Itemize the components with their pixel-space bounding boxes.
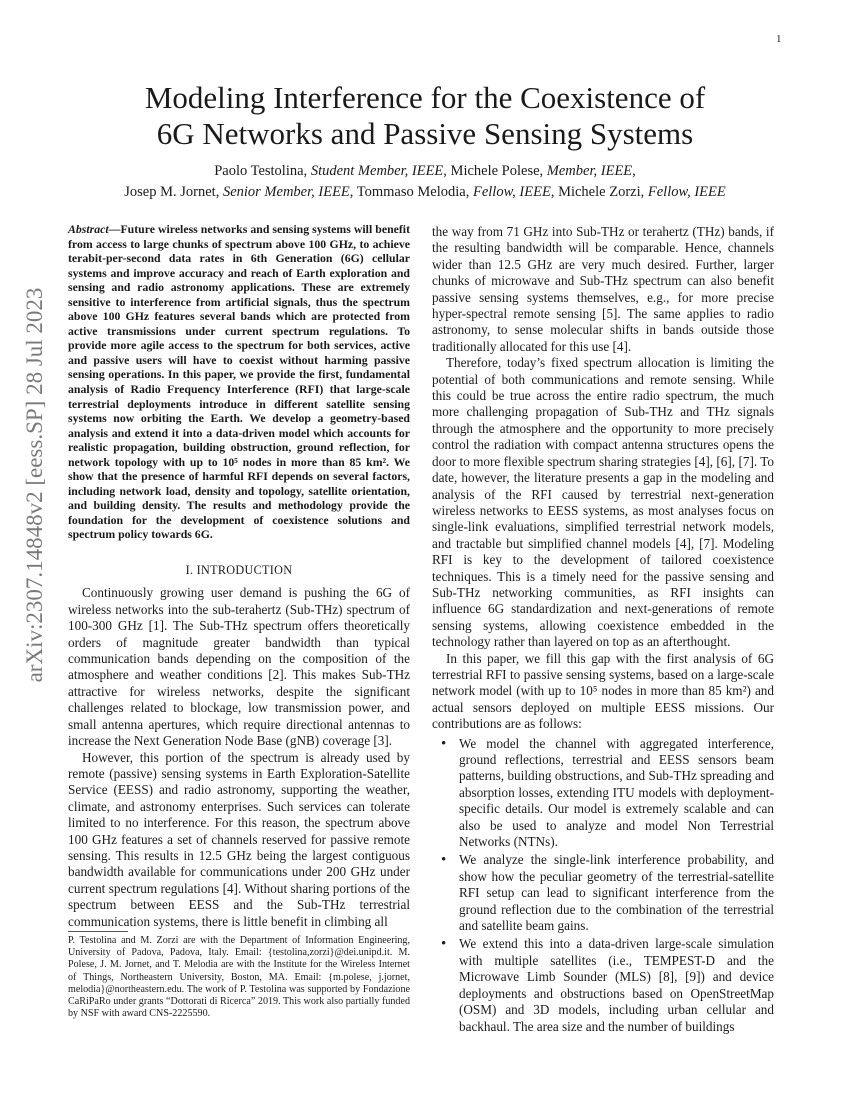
paper-title (75, 80, 775, 152)
abstract-label: Abstract (68, 222, 109, 236)
author-line-1 (60, 161, 790, 182)
title-line-2: 6G Networks and Passive Sensing Systems (156, 116, 694, 151)
author-name: Josep M. Jornet, (124, 184, 223, 200)
footnote-rule (68, 931, 128, 932)
author-role: Student Member, IEEE (310, 163, 444, 179)
title-line-1: Modeling Interference for the Coexistence of (144, 80, 706, 115)
list-item: • We model the channel with aggregated interference, ground reflections, terrestrial and EESS sensors beam patterns, building obstructions, and Sub-THz spreading and absorption losses, extending ITU models with deployment-specific details. Our model is extremely scalable and can also be used to analyze and model Non Terrestrial Networks (NTNs). (459, 736, 774, 851)
paragraph: Therefore, today’s fixed spectrum allocation is limiting the potential of both communications and remote sensing. While this could be true across the entire radio spectrum, the much more challenging propagation of Sub-THz and THz signals through the atmosphere and the opportunity to more precisely control the radiation with compact antenna structures opens the door to more flexible spectrum sharing strategies [4], [6], [7]. To date, however, the literature presents a gap in the modeling and analysis of the RFI caused by terrestrial next-generation wireless networks to EESS systems, as most analyses focus on single-link evaluations, simplified terrestrial network models, and tractable but simplified channel models [4], [7]. Modeling RFI is key to the development of tailored coexistence techniques. This is a timely need for the passive sensing and Sub-THz networking communities, as RFI insights can influence 6G standardization and next-generations of remote sensing systems, allowing coexistence embedded in the technology rather than layered on top as an afterthought. (432, 355, 774, 650)
page-number: 1 (776, 33, 782, 45)
author-name: Paolo Testolina, (214, 163, 311, 179)
author-name: , Michele Polese, (443, 163, 547, 179)
author-role: Member, IEEE (546, 163, 633, 179)
abstract-text: —Future wireless networks and sensing systems will benefit from access to large chunks of spectrum above 100 GHz, to achieve terabit-per-second data rates in 6th Generation (6G) cellular systems and improve accuracy and reach of Earth exploration and sensing and radio astronomy applications. These are extremely sensitive to interference from artificial signals, thus the spectrum above 100 GHz features several bands which are protected from active transmissions under current spectrum regulations. To provide more agile access to the spectrum for both services, active and passive users will have to coexist without harming passive sensing operations. In this paper, we provide the first, fundamental analysis of Radio Frequency Interference (RFI) that large-scale terrestrial deployments introduce in different satellite sensing systems now orbiting the Earth. We develop a geometry-based analysis and extend it into a data-driven model which accounts for realistic propagation, building obstruction, ground reflection, for network topology with up to 10⁵ nodes in more than 85 km². We show that the presence of harmful RFI depends on several factors, including network load, density and topology, satellite orientation, and building density. The results and methodology provide the foundation for the development of coexistence solutions and spectrum policy towards 6G. (68, 222, 410, 542)
arxiv-identifier-stamp (18, 287, 52, 683)
list-item: • We analyze the single-link interference probability, and show how the peculiar geometry of the terrestrial-satellite RFI setup can lead to significant interference from the ground reflection due to the combination of the terrestrial and satellite beam gains. (459, 852, 774, 934)
left-column (68, 222, 410, 930)
section-heading: I. INTRODUCTION (185, 563, 293, 578)
author-name: , Tommaso Melodia, (349, 184, 473, 200)
paragraph: However, this portion of the spectrum is already used by remote (passive) sensing systems in Earth Exploration-Satellite Service (EESS) and radio astronomy, supporting the weather, climate, and astronomy enterprises. Such services can tolerate limited to no interference. For this reason, the spectrum above 100 GHz features a set of channels reserved for passive remote sensing. This results in 12.5 GHz being the largest contiguous bandwidth available for communications under 200 GHz under current spectrum regulations [4]. Without sharing portions of the spectrum between EESS and the Sub-THz terrestrial communication systems, there is little benefit in climbing all (68, 749, 410, 929)
author-affiliation-footnote: P. Testolina and M. Zorzi are with the Department of Information Engineering, University of Padova, Padova, Italy. Email: {testolina,zorzi}@dei.unipd.it. M. Polese, J. M. Jornet, and T. Melodia are with the Institute for the Wireless Internet of Things, Northeastern University, Boston, MA. Email: {m.polese, j.jornet, melodia}@northeastern.edu. The work of P. Testolina was supported by Fondazione CaRiPaRo under grants “Dottorati di Ricerca” 2019. This work also partially funded by NSF with award CNS-2225590. (68, 935, 410, 1020)
author-name: , Michele Zorzi, (550, 184, 648, 200)
list-item: • We extend this into a data-driven large-scale simulation with multiple satellites (i.e., TEMPEST-D and the Microwave Limb Sounder (MLS) [8], [9]) and device deployments and obstructions based on OpenStreetMap (OSM) and 3D models, including urban cellular and backhaul. The area size and the number of buildings (459, 936, 774, 1034)
author-role: Senior Member, IEEE (222, 184, 350, 200)
abstract (68, 222, 410, 542)
paragraph: In this paper, we fill this gap with the first analysis of 6G terrestrial RFI to passive sensing systems, based on a large-scale network model (with up to 10⁵ nodes in more than 85 km²) and actual sensors deployed on multiple EESS missions. Our contributions are as follows: (432, 650, 774, 732)
author-list (60, 161, 790, 203)
arxiv-identifier-text: arXiv:2307.14848v2 [eess.SP] 28 Jul 2023 (22, 287, 47, 683)
author-role: Fellow, IEEE (647, 184, 726, 200)
author-separator: , (632, 163, 636, 179)
paragraph: the way from 71 GHz into Sub-THz or terahertz (THz) bands, if the resulting bandwidth will be comparable. Hence, channels wider than 12.5 GHz are very much desired. Further, larger chunks of microwave and Sub-THz spectrum can also benefit passive sensing systems themselves, e.g., for more precise hyper-spectral remote sensing [5]. The same applies to radio astronomy, to sense molecular shifts in bands outside those traditionally allocated for this use [4]. (432, 224, 774, 354)
paragraph: Continuously growing user demand is pushing the 6G of wireless networks into the sub-terahertz (Sub-THz) spectrum of 100-300 GHz [1]. The Sub-THz spectrum offers theoretically orders of magnitude greater bandwidth than typical communication bands depending on the composition of the atmosphere and weather conditions [2]. This makes Sub-THz attractive for wireless networks, despite the significant challenges related to blockage, low transmission power, and small antenna apertures, which require directional antennas to increase the Next Generation Node Base (gNB) coverage [3]. (68, 585, 410, 749)
author-role: Fellow, IEEE (472, 184, 551, 200)
author-line-2 (60, 182, 790, 203)
contribution-list (432, 736, 774, 1035)
right-column (432, 224, 774, 1037)
